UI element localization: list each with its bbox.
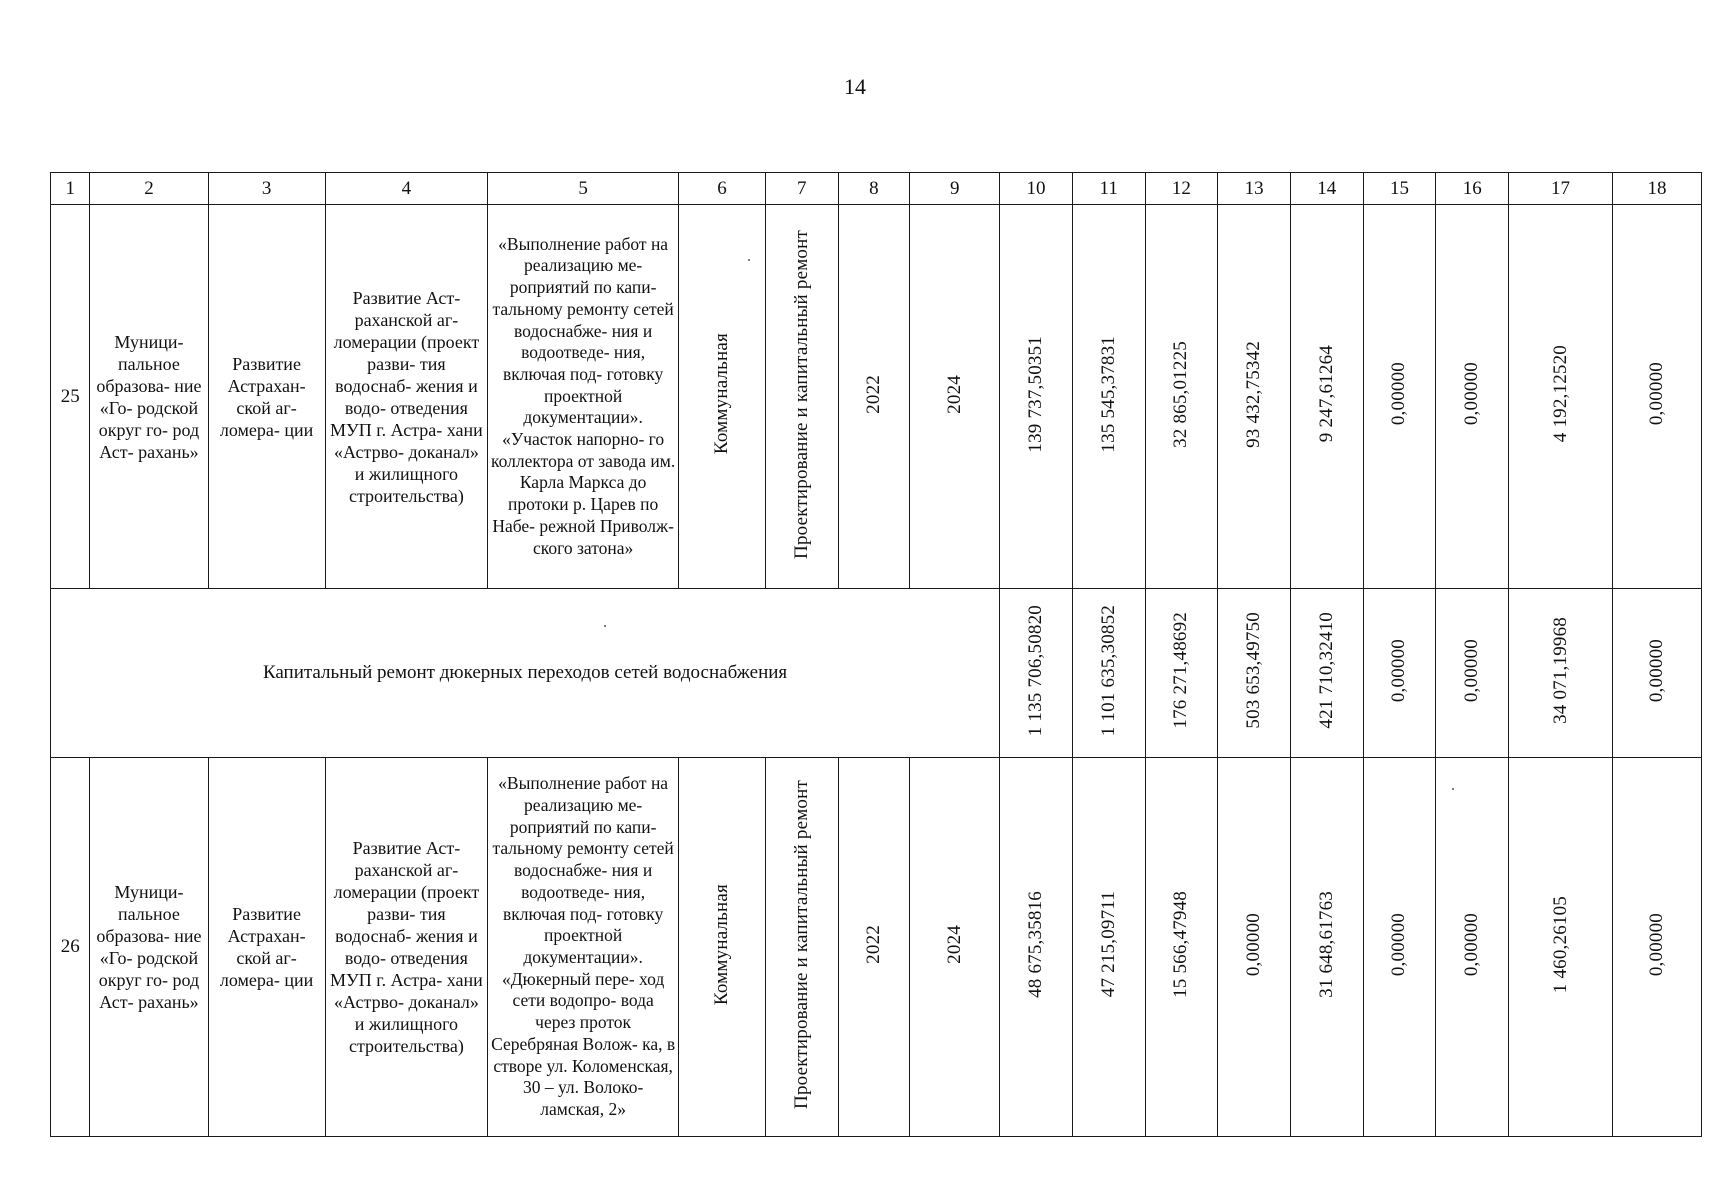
value-cell-18	[1613, 758, 1702, 1137]
ownership-text: Коммунальная	[710, 883, 732, 1006]
value-10: 139 737,50351	[1024, 335, 1046, 453]
header-cell: 12	[1145, 173, 1218, 205]
year-start-cell	[838, 205, 910, 589]
ownership-cell	[679, 758, 766, 1137]
work-type-text: Проектирование и капитальный ремонт	[790, 780, 812, 1109]
header-cell: 6	[679, 173, 766, 205]
program-text: Развитие Астрахан- ской аг- ломера- ции	[219, 904, 314, 990]
year-end-text: 2024	[943, 374, 965, 414]
subtotal-value-12: 176 271,48692	[1170, 612, 1192, 729]
subtotal-cell-18	[1613, 589, 1702, 758]
subtotal-cell-17	[1509, 589, 1613, 758]
header-cell: 5	[488, 173, 679, 205]
header-cell: 3	[208, 173, 325, 205]
header-cell: 16	[1436, 173, 1509, 205]
subtotal-value-15: 0,00000	[1388, 638, 1410, 703]
subtotal-value-13: 503 653,49750	[1243, 612, 1265, 729]
project-cell	[325, 205, 488, 589]
subtotal-cell-14	[1290, 589, 1363, 758]
subtotal-cell-16	[1436, 589, 1509, 758]
value-10: 48 675,35816	[1024, 891, 1046, 998]
value-cell-16	[1436, 205, 1509, 589]
ownership-text: Коммунальная	[710, 333, 732, 455]
subtotal-value-18: 0,00000	[1646, 638, 1668, 703]
subtotal-value-17: 34 071,19968	[1549, 617, 1571, 724]
header-cell: 13	[1218, 173, 1291, 205]
year-start-cell	[838, 758, 910, 1137]
project-cell	[325, 758, 488, 1137]
value-cell-12	[1145, 758, 1218, 1137]
value-16: 0,00000	[1461, 362, 1483, 426]
scan-speck	[748, 259, 750, 261]
value-cell-14	[1290, 205, 1363, 589]
value-cell-15	[1363, 758, 1436, 1137]
subtotal-value-11: 1 101 635,30852	[1097, 604, 1119, 737]
work-type-cell	[765, 205, 838, 589]
value-cell-10	[1000, 758, 1073, 1137]
subtotal-cell-13	[1218, 589, 1291, 758]
event-text: «Выполнение работ на реализацию ме- роприятий по капи- тальному ремонту сетей водоснабже- ния и водоотведе- ния, включая под- готовку проектной документации». «Дюкерный пере- ход сети водопро- вода через проток Серебряная Волож- ка, в створе ул. Коломенская, 30 – ул. Волоко- ламская, 2»	[491, 773, 676, 1119]
header-row	[51, 173, 1702, 205]
value-cell-13	[1218, 205, 1291, 589]
subtotal-cell-11	[1072, 589, 1145, 758]
header-cell: 14	[1290, 173, 1363, 205]
header-cell: 4	[325, 173, 488, 205]
value-13: 93 432,75342	[1243, 340, 1265, 448]
event-cell	[488, 758, 679, 1137]
value-cell-17	[1509, 205, 1613, 589]
value-cell-11	[1072, 758, 1145, 1137]
year-end-cell	[910, 205, 1000, 589]
header-cell: 2	[90, 173, 208, 205]
work-type-cell	[765, 758, 838, 1137]
subtotal-row	[51, 589, 1702, 758]
subtotal-value-14: 421 710,32410	[1315, 612, 1337, 729]
value-18: 0,00000	[1646, 362, 1668, 426]
header-cell: 8	[838, 173, 910, 205]
value-15: 0,00000	[1388, 912, 1410, 977]
event-text: «Выполнение работ на реализацию ме- роприятий по капи- тальному ремонту сетей водоснабже- ния и водоотведе- ния, включая под- готовку проектной документации». «Участок напорно- го коллектора от завода им. Карла Маркса до протоки р. Царев по Набе- режной Приволж- ского затона»	[491, 233, 676, 558]
value-13: 0,00000	[1243, 912, 1265, 977]
subtotal-value-10: 1 135 706,50820	[1024, 604, 1046, 737]
value-17: 4 192,12520	[1549, 345, 1571, 443]
header-cell: 10	[1000, 173, 1073, 205]
year-start-text: 2022	[862, 925, 884, 964]
header-cell: 11	[1072, 173, 1145, 205]
year-end-text: 2024	[943, 925, 965, 964]
header-cell: 15	[1363, 173, 1436, 205]
scan-speck	[604, 625, 606, 627]
municipality-text: Муници- пальное образова- ние «Го- родской округ го- род Аст- рахань»	[96, 331, 202, 462]
value-18: 0,00000	[1646, 912, 1668, 977]
page-number: 14	[844, 74, 866, 99]
subtotal-value-16: 0,00000	[1461, 638, 1483, 703]
header-cell: 18	[1613, 173, 1702, 205]
municipality-text: Муници- пальное образова- ние «Го- родской округ го- род Аст- рахань»	[96, 882, 202, 1012]
program-text: Развитие Астрахан- ской аг- ломера- ции	[219, 353, 314, 440]
year-start-text: 2022	[862, 374, 884, 414]
work-type-text: Проектирование и капитальный ремонт	[790, 229, 812, 559]
value-cell-11	[1072, 205, 1145, 589]
value-cell-14	[1290, 758, 1363, 1137]
program-cell	[208, 758, 325, 1137]
value-14: 31 648,61763	[1315, 891, 1337, 998]
row-number: 26	[51, 758, 90, 1137]
value-cell-16	[1436, 758, 1509, 1137]
scan-speck	[1452, 788, 1454, 790]
value-17: 1 460,26105	[1549, 895, 1571, 994]
value-cell-10	[1000, 205, 1073, 589]
subtotal-title: Капитальный ремонт дюкерных переходов сетей водоснабжения	[262, 662, 788, 683]
subtotal-cell-10	[1000, 589, 1073, 758]
value-15: 0,00000	[1388, 362, 1410, 426]
table-row-25	[51, 205, 1702, 589]
header-cell: 17	[1509, 173, 1613, 205]
value-11: 135 545,37831	[1097, 335, 1119, 453]
value-cell-13	[1218, 758, 1291, 1137]
value-cell-18	[1613, 205, 1702, 589]
value-cell-17	[1509, 758, 1613, 1137]
value-14: 9 247,61264	[1315, 345, 1337, 443]
value-cell-15	[1363, 205, 1436, 589]
value-11: 47 215,09711	[1097, 891, 1119, 998]
value-12: 15 566,47948	[1170, 891, 1192, 998]
event-cell	[488, 205, 679, 589]
subtotal-cell-15	[1363, 589, 1436, 758]
header-cell: 1	[51, 173, 90, 205]
municipality-cell	[90, 205, 208, 589]
investment-table	[50, 172, 1702, 1137]
subtotal-cell-12	[1145, 589, 1218, 758]
program-cell	[208, 205, 325, 589]
project-text: Развитие Аст- раханской аг- ломерации (проект разви- тия водоснаб- жения и водо- отведения МУП г. Астра- хани «Астрво- доканал» и жилищного строительства)	[330, 838, 483, 1056]
subtotal-title-cell	[51, 589, 1000, 758]
ownership-cell	[679, 205, 766, 589]
row-number: 25	[51, 205, 90, 589]
header-cell: 9	[910, 173, 1000, 205]
project-text: Развитие Аст- раханской аг- ломерации (проект разви- тия водоснаб- жения и водо- отведения МУП г. Астра- хани «Астрво- доканал» и жилищного строительства)	[330, 287, 483, 506]
value-12: 32 865,01225	[1170, 340, 1192, 448]
year-end-cell	[910, 758, 1000, 1137]
municipality-cell	[90, 758, 208, 1137]
value-cell-12	[1145, 205, 1218, 589]
table-row-26	[51, 758, 1702, 1137]
header-cell: 7	[765, 173, 838, 205]
value-16: 0,00000	[1461, 912, 1483, 977]
